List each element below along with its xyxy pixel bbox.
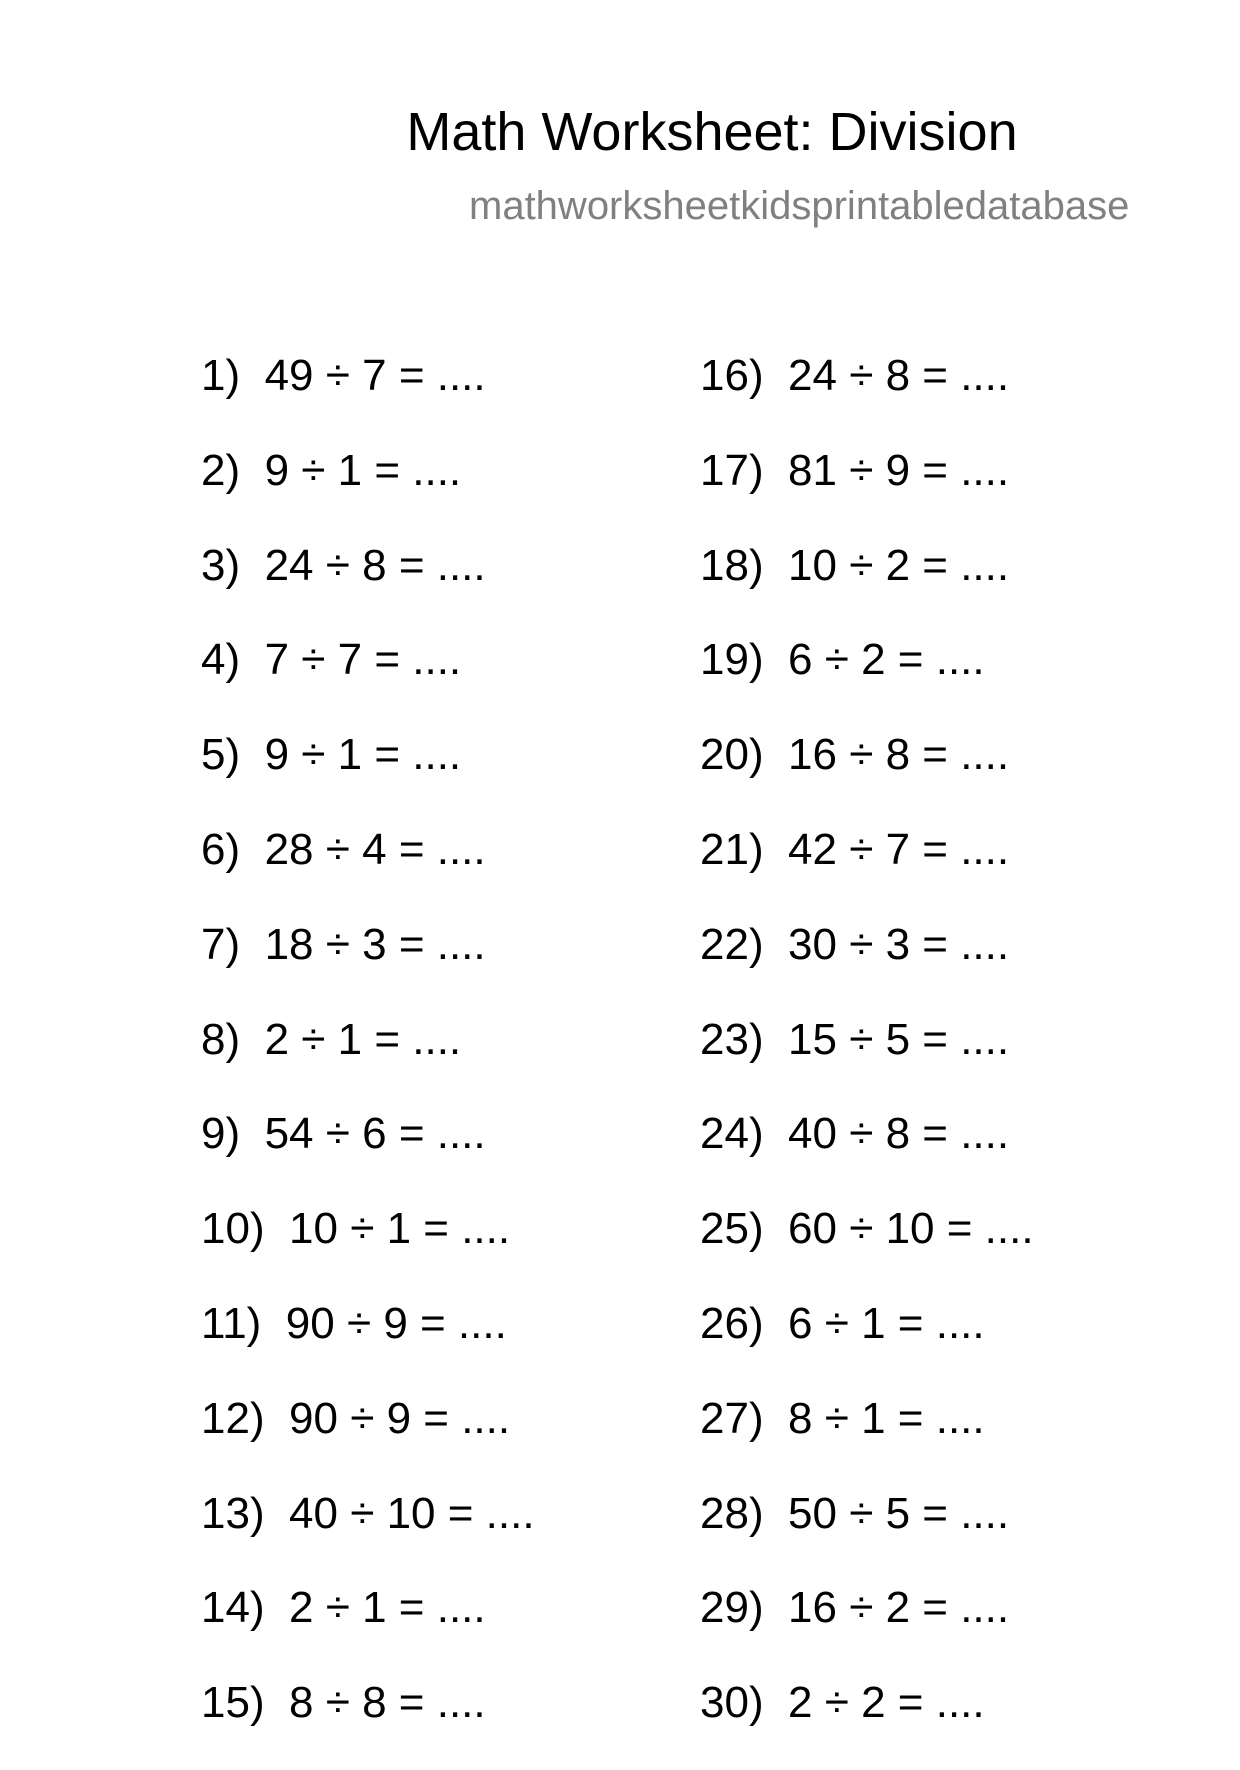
problem-item bbox=[201, 1580, 535, 1675]
problem-number: 23) bbox=[700, 1014, 764, 1064]
problem-item bbox=[201, 1391, 535, 1486]
problem-number: 11) bbox=[201, 1298, 262, 1348]
problem-expression: 9 ÷ 1 = .... bbox=[264, 445, 462, 495]
problem-expression: 54 ÷ 6 = .... bbox=[264, 1109, 486, 1159]
problem-number: 18) bbox=[700, 540, 764, 590]
problem-number: 21) bbox=[700, 824, 764, 874]
problem-number: 9) bbox=[201, 1109, 241, 1159]
problem-expression: 42 ÷ 7 = .... bbox=[788, 824, 1010, 874]
problem-item bbox=[700, 348, 1034, 443]
problem-item bbox=[201, 348, 535, 443]
problem-expression: 2 ÷ 1 = .... bbox=[264, 1014, 462, 1064]
problem-number: 16) bbox=[700, 351, 764, 400]
problem-item bbox=[201, 443, 535, 538]
problem-item bbox=[700, 917, 1034, 1012]
problem-expression: 90 ÷ 9 = .... bbox=[285, 1298, 507, 1348]
problem-item bbox=[700, 1486, 1034, 1581]
problem-number: 1) bbox=[201, 351, 241, 400]
problem-number: 28) bbox=[700, 1488, 764, 1538]
problem-item bbox=[700, 1296, 1034, 1391]
problem-expression: 6 ÷ 2 = .... bbox=[788, 635, 985, 685]
problem-item bbox=[201, 727, 535, 822]
problem-item bbox=[700, 822, 1034, 917]
problem-item bbox=[201, 1201, 535, 1296]
problem-expression: 8 ÷ 8 = .... bbox=[289, 1678, 486, 1728]
problem-item bbox=[700, 727, 1034, 822]
problem-number: 24) bbox=[700, 1109, 764, 1159]
problem-number: 2) bbox=[201, 445, 241, 495]
problem-number: 30) bbox=[700, 1678, 764, 1728]
problem-number: 12) bbox=[201, 1393, 265, 1443]
problem-item bbox=[201, 1296, 535, 1391]
problem-item bbox=[700, 1012, 1034, 1107]
problem-number: 10) bbox=[201, 1204, 265, 1254]
problem-item bbox=[201, 1486, 535, 1581]
worksheet-title: Math Worksheet: Division bbox=[406, 102, 1018, 162]
problem-expression: 24 ÷ 8 = .... bbox=[788, 351, 1010, 400]
problem-expression: 30 ÷ 3 = .... bbox=[788, 919, 1010, 969]
problem-number: 3) bbox=[201, 540, 241, 590]
problem-number: 7) bbox=[201, 919, 241, 969]
problem-number: 14) bbox=[201, 1583, 265, 1633]
problem-number: 20) bbox=[700, 730, 764, 780]
problem-item bbox=[700, 1201, 1034, 1296]
problem-item bbox=[700, 1391, 1034, 1486]
problem-number: 27) bbox=[700, 1393, 764, 1443]
problem-expression: 40 ÷ 10 = .... bbox=[289, 1488, 535, 1538]
problem-number: 29) bbox=[700, 1583, 764, 1633]
problem-expression: 60 ÷ 10 = .... bbox=[788, 1204, 1034, 1254]
problem-item bbox=[201, 1675, 535, 1770]
problem-expression: 2 ÷ 1 = .... bbox=[289, 1583, 486, 1633]
problem-item bbox=[700, 632, 1034, 727]
problem-expression: 28 ÷ 4 = .... bbox=[264, 824, 486, 874]
problem-item bbox=[700, 1106, 1034, 1201]
problem-item bbox=[201, 822, 535, 917]
problem-number: 22) bbox=[700, 919, 764, 969]
problem-expression: 18 ÷ 3 = .... bbox=[264, 919, 486, 969]
problem-number: 4) bbox=[201, 635, 241, 685]
problem-number: 13) bbox=[201, 1488, 265, 1538]
problem-number: 26) bbox=[700, 1298, 764, 1348]
problems-column-right bbox=[700, 348, 1034, 1770]
problem-item bbox=[201, 538, 535, 633]
problems-column-left bbox=[201, 348, 535, 1770]
problem-expression: 2 ÷ 2 = .... bbox=[788, 1678, 985, 1728]
problem-expression: 7 ÷ 7 = .... bbox=[264, 635, 462, 685]
problem-number: 6) bbox=[201, 824, 241, 874]
problem-item bbox=[700, 443, 1034, 538]
problem-item bbox=[201, 917, 535, 1012]
problem-expression: 40 ÷ 8 = .... bbox=[788, 1109, 1010, 1159]
problem-expression: 50 ÷ 5 = .... bbox=[788, 1488, 1010, 1538]
problem-expression: 24 ÷ 8 = .... bbox=[264, 540, 486, 590]
problem-expression: 49 ÷ 7 = .... bbox=[264, 351, 486, 400]
problem-expression: 8 ÷ 1 = .... bbox=[788, 1393, 985, 1443]
problem-number: 15) bbox=[201, 1678, 265, 1728]
problem-item bbox=[201, 1012, 535, 1107]
problem-number: 25) bbox=[700, 1204, 764, 1254]
problem-expression: 16 ÷ 2 = .... bbox=[788, 1583, 1010, 1633]
problem-item bbox=[201, 632, 535, 727]
problem-expression: 15 ÷ 5 = .... bbox=[788, 1014, 1010, 1064]
problem-expression: 10 ÷ 2 = .... bbox=[788, 540, 1010, 590]
problem-number: 17) bbox=[700, 445, 764, 495]
problem-item bbox=[700, 538, 1034, 633]
problem-expression: 10 ÷ 1 = .... bbox=[289, 1204, 511, 1254]
problem-number: 8) bbox=[201, 1014, 241, 1064]
problem-item bbox=[700, 1580, 1034, 1675]
problem-item bbox=[201, 1106, 535, 1201]
problem-expression: 6 ÷ 1 = .... bbox=[788, 1298, 985, 1348]
problem-expression: 16 ÷ 8 = .... bbox=[788, 730, 1010, 780]
problem-expression: 9 ÷ 1 = .... bbox=[264, 730, 462, 780]
problem-number: 5) bbox=[201, 730, 241, 780]
problem-item bbox=[700, 1675, 1034, 1770]
worksheet-subtitle: mathworksheetkidsprintabledatabase bbox=[469, 184, 1130, 228]
problem-expression: 81 ÷ 9 = .... bbox=[788, 445, 1010, 495]
problem-expression: 90 ÷ 9 = .... bbox=[289, 1393, 511, 1443]
problem-number: 19) bbox=[700, 635, 764, 685]
